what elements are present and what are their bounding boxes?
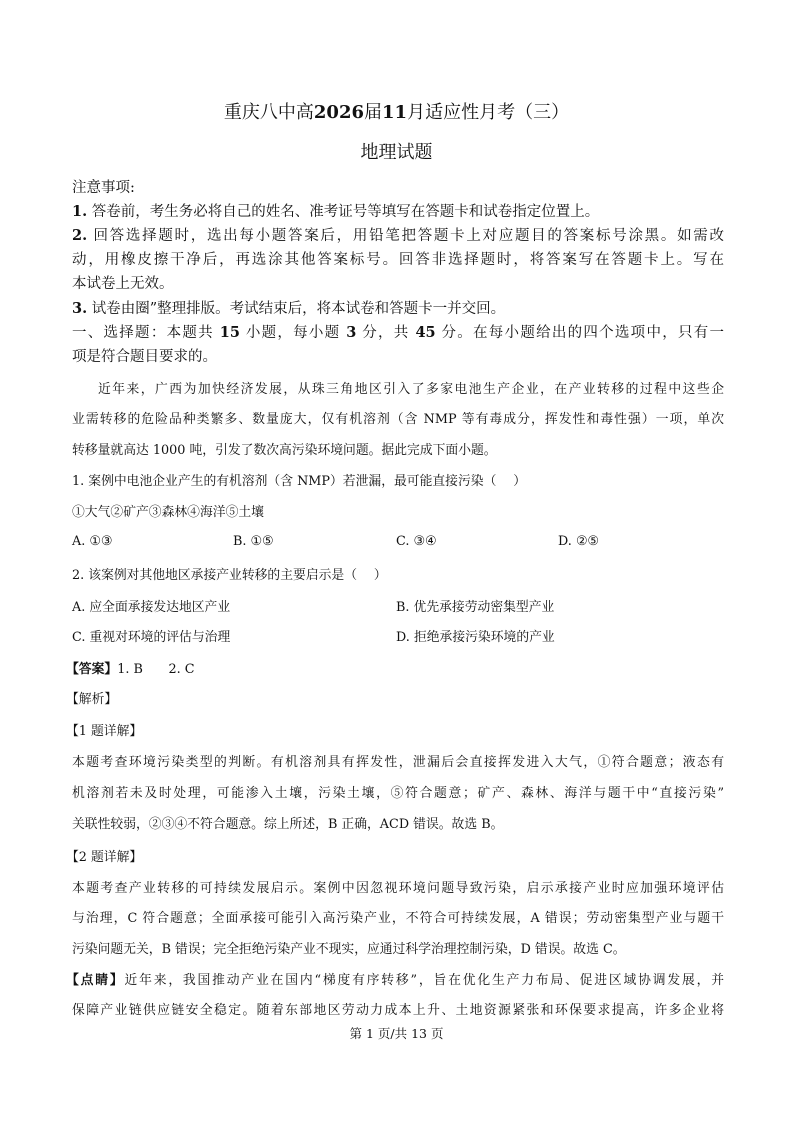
exam-title: 重庆八中高2026届11月适应性月考（三） [223,102,570,123]
detail-1-line-1: 本题考查环境污染类型的判断。有机溶剂具有挥发性，泄漏后会直接挥发进入大气，①符合题意；液态有 [72,755,724,770]
notice-item-3: 3. 试卷由圈”整理排版。考试结束后，将本试卷和答题卡一并交回。 [72,300,506,317]
detail-1-label: 【1 题详解】 [66,724,143,739]
comment-line-1: 【点睛】近年来，我国推动产业在国内“梯度有序转移”，旨在优化生产力布局、促进区域协调发展，并 [66,973,724,988]
q1-option-a: A. ①③ [72,534,113,549]
answer-line: 【答案】1. B 2. C [66,662,195,677]
q2-option-b: B. 优先承接劳动密集型产业 [396,600,555,615]
detail-2-label: 【2 题详解】 [66,850,143,865]
q2-option-c: C. 重视对环境的评估与治理 [72,630,231,645]
notice-item-2: 2. 回答选择题时，选出每小题答案后，用铅笔把答题卡上对应题目的答案标号涂黑。如需改 [72,227,724,244]
question-1-items: ①大气②矿产③森林④海洋⑤土壤 [72,505,264,520]
comment-line-2: 保障产业链供应链安全稳定。随着东部地区劳动力成本上升、土地资源紧张和环保要求提高，许多企业将 [72,1003,724,1018]
notice-heading: 注意事项: [72,180,135,196]
question-2-stem: 2. 该案例对其他地区承接产业转移的主要启示是（ ） [72,568,387,583]
detail-1-line-2: 机溶剂若未及时处理，可能渗入土壤，污染土壤，⑤符合题意；矿产、森林、海洋与题干中“直接污染” [72,786,724,801]
q1-option-d: D. ②⑤ [558,534,599,549]
passage-line-2: 业需转移的危险品种类繁多、数量庞大，仅有机溶剂（含 NMP 等有毒成分，挥发性和毒性强）一项，单次 [72,412,724,427]
page-footer: 第 1 页/共 13 页 [349,1026,444,1041]
notice-item-1: 1. 答卷前，考生务必将自己的姓名、准考证号等填写在答题卡和试卷指定位置上。 [72,203,600,220]
detail-2-line-3: 污染问题无关，B 错误；完全拒绝污染产业不现实，应通过科学治理控制污染，D 错误。故选 C。 [72,942,626,957]
q1-option-b: B. ①⑤ [233,534,274,549]
question-1-stem: 1. 案例中电池企业产生的有机溶剂（含 NMP）若泄漏，最可能直接污染（ ） [72,474,527,489]
analysis-label: 【解析】 [66,692,118,707]
passage-line-1: 近年来，广西为加快经济发展，从珠三角地区引入了多家电池生产企业，在产业转移的过程中这些企 [98,382,724,397]
detail-2-line-2: 与治理，C 符合题意；全面承接可能引入高污染产业，不符合可持续发展，A 错误；劳动密集型产业与题干 [72,911,724,926]
section-instructions-cont: 项是符合题目要求的。 [72,349,217,365]
detail-2-line-1: 本题考查产业转移的可持续发展启示。案例中因忽视环境问题导致污染，启示承接产业时应加强环境评估 [72,881,724,896]
q1-option-c: C. ③④ [396,534,437,549]
exam-subtitle: 地理试题 [360,142,433,163]
notice-item-2-cont: 动，用橡皮擦干净后，再选涂其他答案标号。回答非选择题时，将答案写在答题卡上。写在 [72,252,724,268]
section-instructions: 一、选择题：本题共 15 小题，每小题 3 分，共 45 分。在每小题给出的四个选项中，只有一 [72,324,724,341]
q2-option-d: D. 拒绝承接污染环境的产业 [396,630,555,645]
passage-line-3: 转移量就高达 1000 吨，引发了数次高污染环境问题。据此完成下面小题。 [72,443,497,458]
notice-item-2-cont2: 本试卷上无效。 [72,276,174,292]
q2-option-a: A. 应全面承接发达地区产业 [72,600,231,615]
detail-1-line-3: 关联性较弱，②③④不符合题意。综上所述，B 正确，ACD 错误。故选 B。 [72,817,504,832]
